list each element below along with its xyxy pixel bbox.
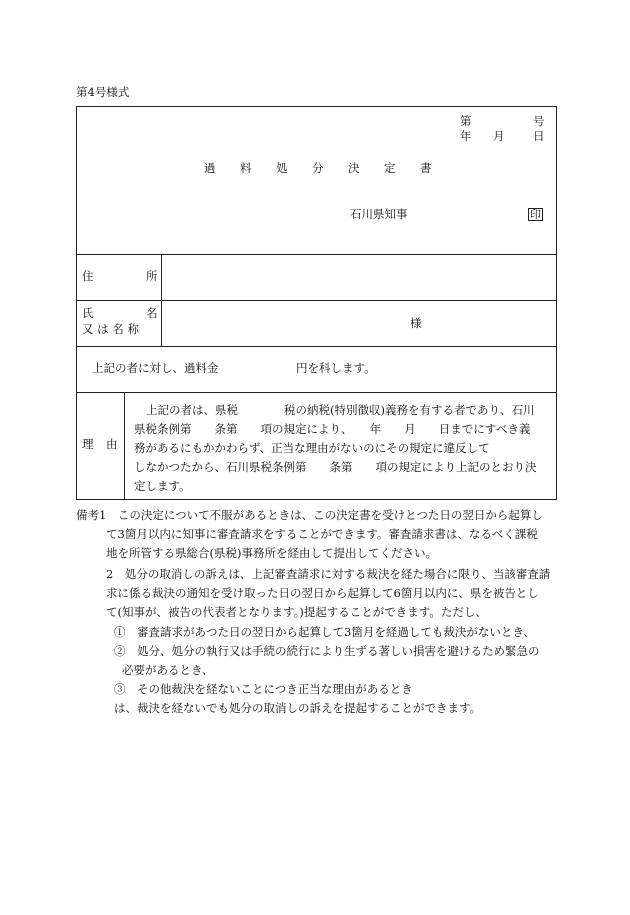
fine-text: 円を科します。 xyxy=(296,361,376,375)
reason-line: 上記の者は、県税 税の納税(特別徴収)義務を有する者であり、石川 xyxy=(146,403,535,417)
note-item: ① 審査請求があつた日の翌日から起算して3箇月を経過しても裁決がないとき、 xyxy=(114,625,535,639)
note-line: 2 処分の取消しの訴えは、上記審査請求に対する裁決を経た場合に限り、当該審査請 xyxy=(106,567,551,581)
honorific: 様 xyxy=(410,316,422,330)
row-divider-name xyxy=(76,300,557,301)
note-item: ② 処分、処分の執行又は手続の続行により生ずる著しい損害を避けるため緊急の xyxy=(114,644,540,658)
title-char: 料 xyxy=(240,161,252,175)
form-number: 第4号様式 xyxy=(76,85,130,99)
name-or-title-label: 又 は 名 称 xyxy=(82,322,139,336)
reason-label-divider xyxy=(124,392,125,500)
title-char: 定 xyxy=(384,161,396,175)
issuer: 石川県知事 xyxy=(350,207,408,221)
reason-label: 由 xyxy=(106,437,118,451)
title-char: 決 xyxy=(348,161,360,175)
title-char: 書 xyxy=(420,161,432,175)
reason-line: 務があるにもかかわらず、正当な理由がないのにその規定に違反して xyxy=(134,441,490,455)
note-item: 必要があるとき、 xyxy=(122,663,214,677)
title-char: 分 xyxy=(312,161,324,175)
row-divider-address xyxy=(76,254,557,255)
note-closing: は、裁決を経ないでも処分の取消しの訴えを提起することができます。 xyxy=(114,701,482,715)
row-divider-reason xyxy=(76,392,557,393)
reason-line: しなかつたから、石川県税条例第 条第 項の規定により上記のとおり決 xyxy=(134,460,537,474)
note-line: 地を所管する県総合(県税)事務所を経由して提出してください。 xyxy=(106,546,437,560)
fine-text: 上記の者に対し、過料金 xyxy=(92,361,219,375)
address-label: 所 xyxy=(146,269,158,283)
seal-mark: 印 xyxy=(530,208,541,221)
note-item: ③ その他裁決を経ないことにつき正当な理由があるとき xyxy=(114,682,413,696)
note-line: て3箇月以内に知事に審査請求をすることができます。審査請求書は、なるべく課税 xyxy=(106,527,538,541)
reason-label: 理 xyxy=(82,437,94,451)
reason-line: 定します。 xyxy=(134,479,191,493)
name-label: 氏 xyxy=(82,306,94,320)
number-suffix: 号 xyxy=(533,114,545,128)
note-line: 備考1 この決定について不服があるときは、この決定書を受けとつた日の翌日から起算し xyxy=(76,508,543,522)
name-label: 名 xyxy=(146,306,158,320)
label-column-divider xyxy=(161,254,162,346)
date-day: 日 xyxy=(533,129,545,143)
row-divider-fine xyxy=(76,346,557,347)
address-label: 住 xyxy=(82,269,94,283)
title-char: 過 xyxy=(204,161,216,175)
note-line: 求に係る裁決の通知を受け取った日の翌日から起算して6箇月以内に、県を被告とし xyxy=(106,586,539,600)
date-year: 年 xyxy=(460,129,472,143)
note-line: て(知事が、被告の代表者となります。)提起することができます。ただし、 xyxy=(106,605,487,619)
number-prefix: 第 xyxy=(460,114,472,128)
title-char: 処 xyxy=(276,161,288,175)
date-month: 月 xyxy=(493,129,505,143)
reason-line: 県税条例第 条第 項の規定により、 年 月 日までにすべき義 xyxy=(134,422,531,436)
